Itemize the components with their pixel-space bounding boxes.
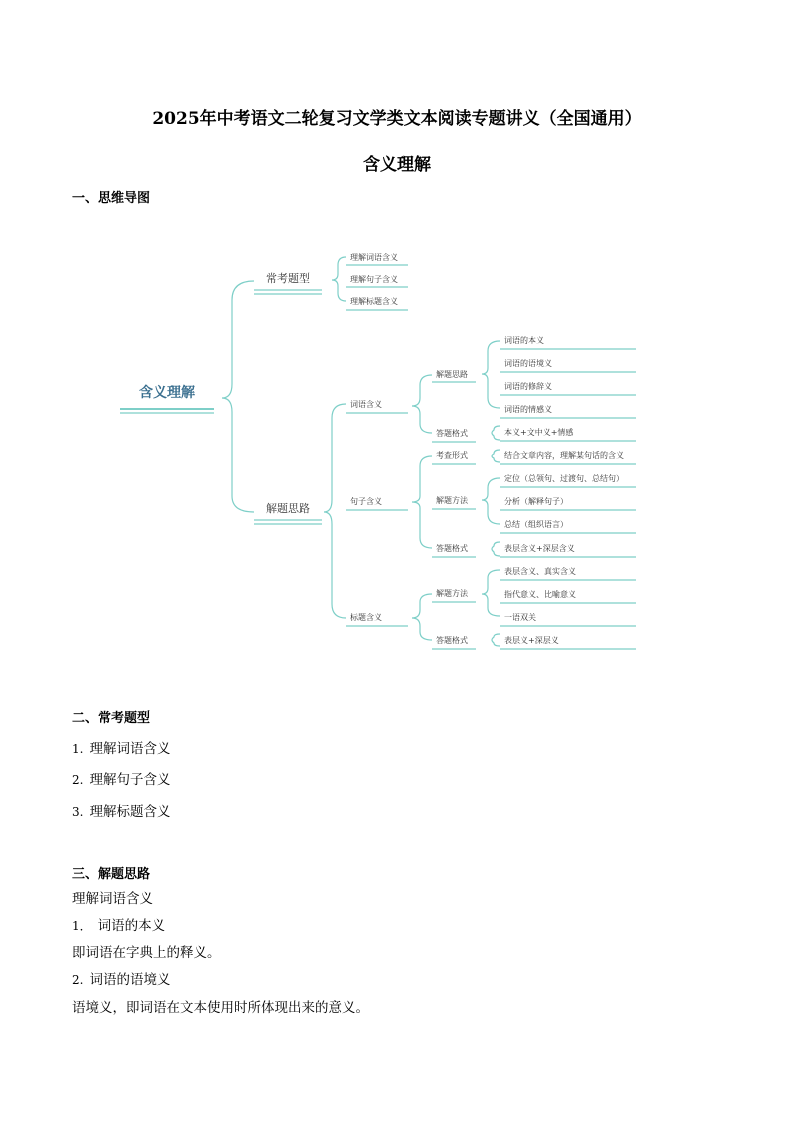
mindmap-leaf: 理解词语含义 — [350, 253, 398, 262]
mindmap-node: 答题格式 — [436, 636, 468, 645]
section-heading-mindmap: 一、思维导图 — [72, 191, 151, 206]
mindmap-leaf: 分析（解释句子） — [504, 497, 568, 506]
mindmap-leaf: 词语的语境义 — [504, 359, 552, 368]
list-item: 1. 理解词语含义 — [72, 741, 171, 757]
list-item: 2. 理解句子含义 — [72, 772, 171, 788]
document-title: 2025年中考语文二轮复习文学类文本阅读专题讲义（全国通用） — [152, 109, 642, 129]
approach-item-desc: 语境义，即词语在文本使用时所体现出来的意义。 — [72, 1000, 369, 1016]
approach-item: 1． 词语的本义 — [72, 918, 166, 934]
approach-item-desc: 即词语在字典上的释义。 — [72, 945, 221, 961]
mindmap-leaf: 本义+文中义+情感 — [504, 428, 574, 437]
mindmap-leaf: 理解句子含义 — [350, 275, 398, 284]
mindmap-leaf: 表层义+深层义 — [504, 636, 559, 645]
mindmap-leaf: 词语的本义 — [504, 336, 544, 345]
section-heading-approach: 三、解题思路 — [72, 867, 151, 882]
mindmap-node: 解题方法 — [436, 589, 468, 598]
mindmap-leaf: 一语双关 — [504, 613, 536, 622]
approach-subheading: 理解词语含义 — [72, 891, 153, 907]
mindmap-leaf: 词语的情感义 — [504, 405, 552, 414]
mindmap-leaf: 总结（组织语言） — [504, 520, 568, 529]
mindmap-leaf: 定位（总领句、过渡句、总结句） — [504, 474, 624, 483]
mindmap-node: 考查形式 — [436, 451, 468, 460]
approach-item: 2. 词语的语境义 — [72, 972, 171, 988]
mindmap-leaf: 理解标题含义 — [350, 297, 398, 306]
list-item: 3. 理解标题含义 — [72, 804, 171, 820]
mindmap-leaf: 表层含义+深层含义 — [504, 544, 575, 553]
section-heading-common-types: 二、常考题型 — [72, 711, 151, 726]
mindmap-leaf: 表层含义、真实含义 — [504, 567, 576, 576]
mindmap-leaf: 指代意义、比喻意义 — [504, 590, 576, 599]
mindmap-root: 含义理解 — [139, 385, 195, 401]
mindmap-leaf: 结合文章内容，理解某句话的含义 — [504, 451, 624, 460]
mindmap-node-title: 标题含义 — [350, 613, 382, 622]
mindmap-node: 答题格式 — [436, 429, 468, 438]
mindmap-branch-approach: 解题思路 — [266, 502, 310, 515]
mindmap-node: 答题格式 — [436, 544, 468, 553]
mindmap-leaf: 词语的修辞义 — [504, 382, 552, 391]
mindmap-node-sentence: 句子含义 — [350, 497, 382, 506]
document-subtitle: 含义理解 — [363, 155, 431, 175]
mindmap-branch-types: 常考题型 — [266, 272, 310, 285]
mindmap-node-words: 词语含义 — [350, 400, 382, 409]
mindmap-node: 解题方法 — [436, 496, 468, 505]
mindmap-node: 解题思路 — [436, 370, 468, 379]
